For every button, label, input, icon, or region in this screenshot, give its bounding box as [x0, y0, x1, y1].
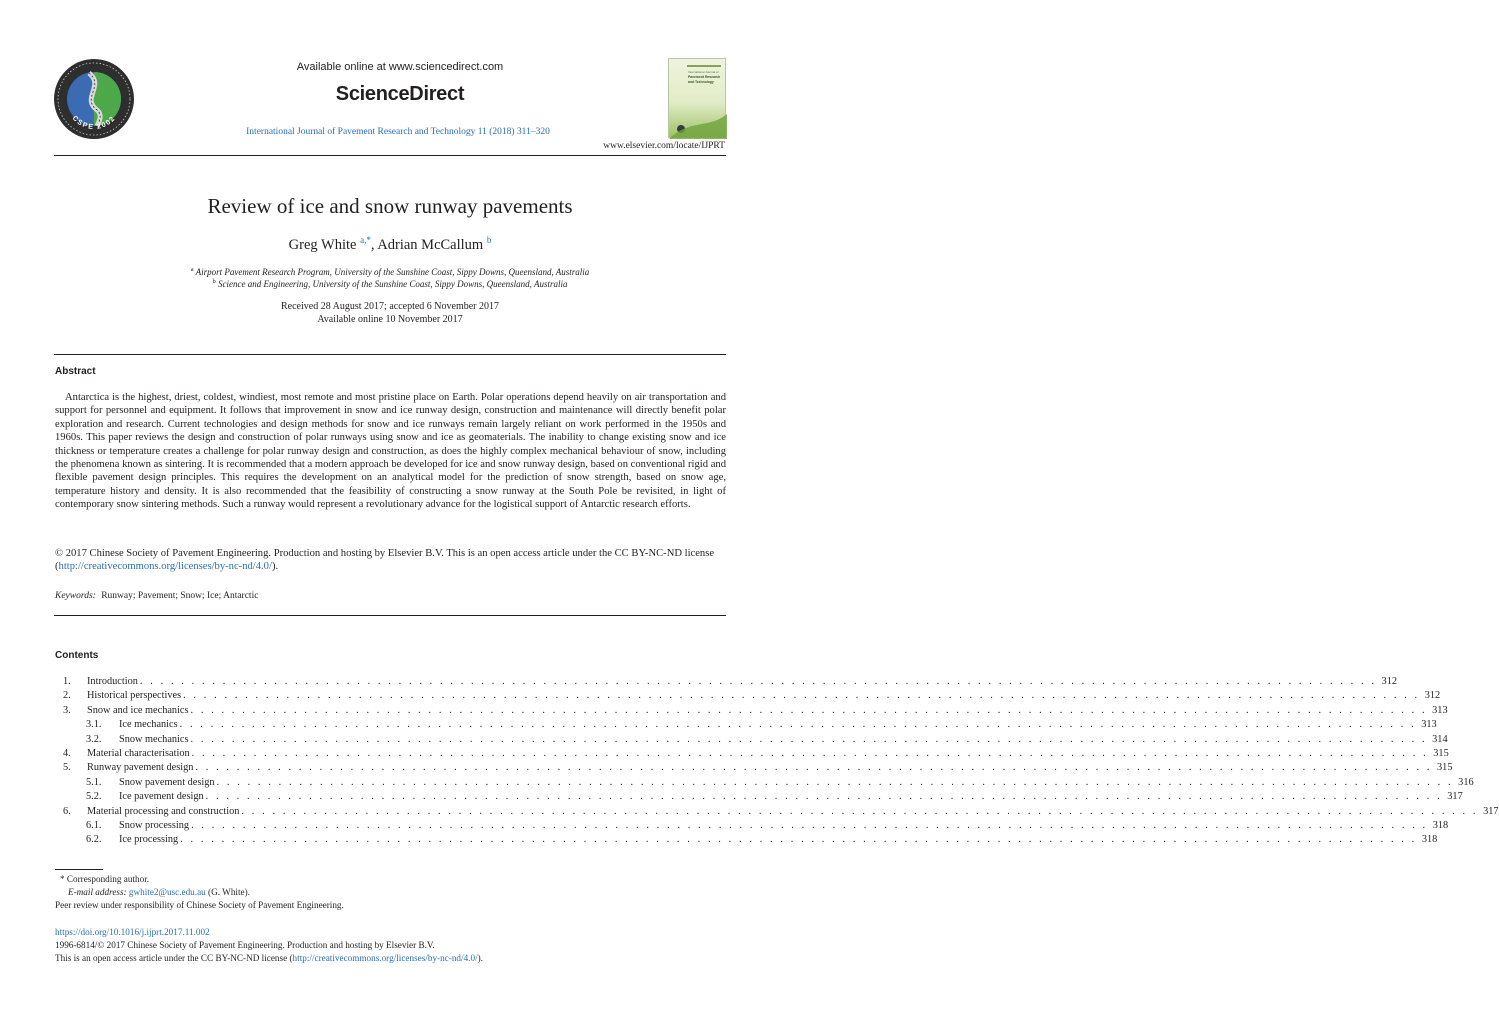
- open-access-license-link[interactable]: http://creativecommons.org/licenses/by-nc-nd/4.0/: [292, 953, 478, 963]
- toc-entry-title: Ice processing: [119, 834, 179, 846]
- keywords-label: Keywords:: [55, 591, 96, 601]
- toc-leader-dots: . . . . . . . . . . . . . . . . . . . . . . . . . . . . . . . . . . . . . . . . . . . . . . . . . . . . . . . . . . . . . . . . . . . . . . . . . . . . . . . . . . . . . . . . . . . . . . . . . . . . . . . . . . . . . . . . . . . . . . . .: [139, 676, 1377, 687]
- logo-text: CSPE 2002: [70, 114, 118, 132]
- affiliation-a: [0, 266, 780, 277]
- toc-entry-page: 316: [1458, 776, 1474, 788]
- open-access-text: This is an open access article under the CC BY-NC-ND license (: [55, 953, 293, 963]
- toc-leader-dots: . . . . . . . . . . . . . . . . . . . . . . . . . . . . . . . . . . . . . . . . . . . . . . . . . . . . . . . . . . . . . . . . . . . . . . . . . . . . . . . . . . . . . . . . . . . . . . . . . . . . . . . . . . . . . . . . . . . . . . . .: [183, 690, 1420, 702]
- author-white-affil[interactable]: a,*: [360, 235, 371, 245]
- copyright-notice: [55, 547, 726, 574]
- keywords: [55, 591, 258, 601]
- toc-leader-dots: . . . . . . . . . . . . . . . . . . . . . . . . . . . . . . . . . . . . . . . . . . . . . . . . . . . . . . . . . . . . . . . . . . . . . . . . . . . . . . . . . . . . . . . . . . . . . . . . . . . . . . . . . . . . . . . . . . . . . . . .: [191, 819, 1428, 831]
- toc-entry[interactable]: [55, 819, 1449, 834]
- received-date: Received 28 August 2017; accepted 6 November 2017: [281, 301, 499, 312]
- footnote-star: *: [60, 874, 65, 884]
- toc-entry[interactable]: [55, 791, 1463, 805]
- toc-leader-dots: . . . . . . . . . . . . . . . . . . . . . . . . . . . . . . . . . . . . . . . . . . . . . . . . . . . . . . . . . . . . . . . . . . . . . . . . . . . . . . . . . . . . . . . . . . . . . . . . . . . . . . . . . . . . . . . . . . . . . . . .: [205, 791, 1443, 803]
- toc-entry-number: 5.1.: [86, 776, 102, 788]
- toc-entry-title: Introduction: [87, 676, 138, 687]
- doi-link[interactable]: https://doi.org/10.1016/j.ijprt.2017.11.002: [55, 927, 210, 937]
- toc-leader-dots: . . . . . . . . . . . . . . . . . . . . . . . . . . . . . . . . . . . . . . . . . . . . . . . . . . . . . . . . . . . . . . . . . . . . . . . . . . . . . . . . . . . . . . . . . . . . . . . . . . . . . . . . . . . . . . . . . . . . . . . .: [191, 747, 1429, 759]
- affiliation-b-marker: b: [212, 278, 216, 285]
- peer-review-note: Peer review under responsibility of Chinese Society of Pavement Engineering.: [55, 900, 344, 910]
- toc-leader-dots: . . . . . . . . . . . . . . . . . . . . . . . . . . . . . . . . . . . . . . . . . . . . . . . . . . . . . . . . . . . . . . . . . . . . . . . . . . . . . . . . . . . . . . . . . . . . . . . . . . . . . . . . . . . . . . . . . . . . . . . .: [216, 776, 1454, 788]
- corresponding-author-text: Corresponding author.: [66, 874, 150, 884]
- toc-entry-title: Historical perspectives: [87, 690, 182, 702]
- toc-entry[interactable]: [55, 719, 1437, 733]
- toc-entry-page: 317: [1483, 805, 1499, 817]
- keywords-divider: [54, 615, 726, 616]
- svg-text:Pavement Research: Pavement Research: [688, 75, 721, 79]
- contents-heading: Contents: [55, 650, 99, 661]
- open-access-line: [55, 953, 483, 963]
- toc-leader-dots: . . . . . . . . . . . . . . . . . . . . . . . . . . . . . . . . . . . . . . . . . . . . . . . . . . . . . . . . . . . . . . . . . . . . . . . . . . . . . . . . . . . . . . . . . . . . . . . . . . . . . . . . . . . . . . . . . . . . . . . .: [241, 805, 1479, 817]
- toc-entry-number: 3.: [63, 704, 71, 716]
- svg-text:International Journal of: International Journal of: [688, 70, 719, 74]
- available-online-line: Available online at www.sciencedirect.com: [296, 61, 504, 73]
- toc-entry[interactable]: [55, 690, 1441, 704]
- toc-entry-title: Ice mechanics: [119, 719, 178, 731]
- table-of-contents: [55, 676, 1499, 849]
- toc-entry-title: Snow processing: [119, 819, 190, 831]
- toc-entry-title: Snow pavement design: [119, 776, 215, 788]
- toc-entry-number: 3.1.: [86, 719, 102, 731]
- toc-entry-page: 314: [1432, 733, 1448, 745]
- header-divider: [54, 155, 726, 156]
- toc-entry-title: Ice pavement design: [119, 791, 204, 803]
- license-link[interactable]: http://creativecommons.org/licenses/by-nc-nd/4.0/: [58, 561, 272, 573]
- toc-entry-page: 313: [1432, 704, 1448, 716]
- toc-entry-number: 6.1.: [86, 819, 102, 831]
- journal-reference[interactable]: International Journal of Pavement Research and Technology 11 (2018) 311–320: [246, 127, 550, 137]
- toc-entry-title: Material processing and construction: [87, 805, 240, 817]
- toc-entry-page: 312: [1381, 676, 1397, 687]
- issn-line: 1996-6814/© 2017 Chinese Society of Pavement Engineering. Production and hosting by Elsevier B.V.: [55, 940, 435, 950]
- available-online-date: Available online 10 November 2017: [317, 314, 463, 325]
- toc-entry[interactable]: [55, 704, 1448, 719]
- toc-leader-dots: . . . . . . . . . . . . . . . . . . . . . . . . . . . . . . . . . . . . . . . . . . . . . . . . . . . . . . . . . . . . . . . . . . . . . . . . . . . . . . . . . . . . . . . . . . . . . . . . . . . . . . . . . . . . . . . . . . . . . . . .: [179, 719, 1417, 731]
- toc-leader-dots: . . . . . . . . . . . . . . . . . . . . . . . . . . . . . . . . . . . . . . . . . . . . . . . . . . . . . . . . . . . . . . . . . . . . . . . . . . . . . . . . . . . . . . . . . . . . . . . . . . . . . . . . . . . . . . . . . . . . . . . .: [190, 733, 1428, 745]
- toc-entry[interactable]: [55, 733, 1448, 748]
- toc-entry-page: 317: [1447, 791, 1463, 803]
- toc-entry-title: Snow and ice mechanics: [87, 704, 189, 716]
- toc-entry-number: 1.: [63, 676, 71, 687]
- toc-entry-page: 312: [1424, 690, 1441, 702]
- toc-entry-number: 6.2.: [86, 834, 102, 846]
- open-access-close: ).: [477, 953, 483, 963]
- journal-cover-thumbnail: [668, 58, 726, 138]
- affiliation-a-marker: a: [190, 266, 194, 273]
- corresponding-author-note: [60, 874, 149, 884]
- author-list: [0, 235, 780, 254]
- toc-entry-page: 315: [1437, 762, 1453, 774]
- toc-entry[interactable]: [55, 776, 1474, 791]
- keywords-list: Runway; Pavement; Snow; Ice; Antarctic: [101, 591, 259, 601]
- toc-entry[interactable]: [55, 805, 1499, 820]
- copyright-text: © 2017 Chinese Society of Pavement Engineering. Production and hosting by Elsevier B.V. This is an open access article under the CC BY-NC-ND license (: [55, 548, 715, 573]
- toc-entry-number: 5.: [63, 762, 71, 774]
- article-title: Review of ice and snow runway pavements: [207, 194, 573, 218]
- toc-leader-dots: . . . . . . . . . . . . . . . . . . . . . . . . . . . . . . . . . . . . . . . . . . . . . . . . . . . . . . . . . . . . . . . . . . . . . . . . . . . . . . . . . . . . . . . . . . . . . . . . . . . . . . . . . . . . . . . . . . . . . . . .: [190, 704, 1428, 716]
- toc-entry[interactable]: [55, 747, 1449, 762]
- affiliation-b-text: Science and Engineering, University of the Sunshine Coast, Sippy Downs, Queensland, Australia: [217, 279, 568, 289]
- copyright-close: ).: [271, 561, 279, 573]
- toc-entry[interactable]: [55, 676, 1397, 690]
- email-line: [68, 887, 250, 897]
- toc-entry-page: 313: [1421, 719, 1437, 731]
- abstract-divider: [54, 354, 726, 355]
- toc-leader-dots: . . . . . . . . . . . . . . . . . . . . . . . . . . . . . . . . . . . . . . . . . . . . . . . . . . . . . . . . . . . . . . . . . . . . . . . . . . . . . . . . . . . . . . . . . . . . . . . . . . . . . . . . . . . . . . . . . . . . . . . .: [180, 834, 1417, 846]
- toc-entry[interactable]: [55, 762, 1453, 776]
- abstract-heading: Abstract: [55, 366, 96, 377]
- email-label: E-mail address:: [68, 887, 127, 897]
- toc-entry-page: 318: [1421, 834, 1438, 846]
- abstract-text: Antarctica is the highest, driest, coldest, windiest, most remote and most pristine place on Earth. Polar operations depend heavily on air transportation and support for personnel and equipment. It follows that improvement in snow and ice runway design, construction and maintenance will directly benefit polar exploration and research. Current technologies and design methods for snow and ice runways remain largely reliant on work performed in the 1950s and 1960s. This paper reviews the design and construction of polar runways using snow and ice as geomaterials. The inability to change existing snow and ice thickness or temperature creates a challenge for polar runway design and construction, as does the highly complex mechanical behaviour of snow, including the phenomena known as sintering. It is recommended that a modern approach be developed for ice and snow runway design, based on conventional rigid and flexible pavement design principles. This requires the development on an analytical model for the prediction of snow strength, based on snow age, temperature history and density. It is also recommended that the feasibility of constructing a snow runway at the South Pole be revisited, in light of contemporary snow sintering methods. Such a runway would represent a revolutionary advance for the logistical support of Antarctic research efforts.: [55, 392, 726, 511]
- toc-entry-page: 318: [1432, 819, 1449, 831]
- svg-text:and Technology: and Technology: [688, 80, 714, 84]
- toc-entry-number: 3.2.: [86, 733, 102, 745]
- toc-entry-number: 5.2.: [86, 791, 102, 803]
- author-separator: ,: [370, 236, 378, 253]
- journal-cover-icon: [669, 59, 727, 139]
- email-link[interactable]: gwhite2@usc.edu.au: [128, 887, 206, 897]
- toc-entry-number: 4.: [63, 747, 71, 759]
- affiliation-a-text: Airport Pavement Research Program, University of the Sunshine Coast, Sippy Downs, Queensland, Australia: [195, 267, 590, 277]
- sciencedirect-brand[interactable]: ScienceDirect: [335, 83, 465, 105]
- journal-url[interactable]: www.elsevier.com/locate/IJPRT: [603, 141, 725, 151]
- toc-entry-number: 6.: [63, 805, 71, 817]
- author-white: Greg White: [288, 236, 357, 253]
- toc-entry-title: Runway pavement design: [87, 762, 194, 774]
- toc-entry-number: 2.: [63, 690, 71, 702]
- author-mccallum-affil[interactable]: b: [486, 235, 492, 245]
- affiliation-b: [0, 278, 780, 289]
- footnote-divider: [55, 869, 103, 870]
- toc-entry[interactable]: [55, 834, 1438, 848]
- toc-entry-title: Material characterisation: [87, 747, 190, 759]
- toc-leader-dots: . . . . . . . . . . . . . . . . . . . . . . . . . . . . . . . . . . . . . . . . . . . . . . . . . . . . . . . . . . . . . . . . . . . . . . . . . . . . . . . . . . . . . . . . . . . . . . . . . . . . . . . . . . . . . . . . . . . . . . . .: [195, 762, 1433, 774]
- toc-entry-title: Snow mechanics: [119, 733, 189, 745]
- author-mccallum: Adrian McCallum: [377, 236, 484, 253]
- toc-entry-page: 315: [1433, 747, 1449, 759]
- email-suffix: (G. White).: [208, 887, 250, 897]
